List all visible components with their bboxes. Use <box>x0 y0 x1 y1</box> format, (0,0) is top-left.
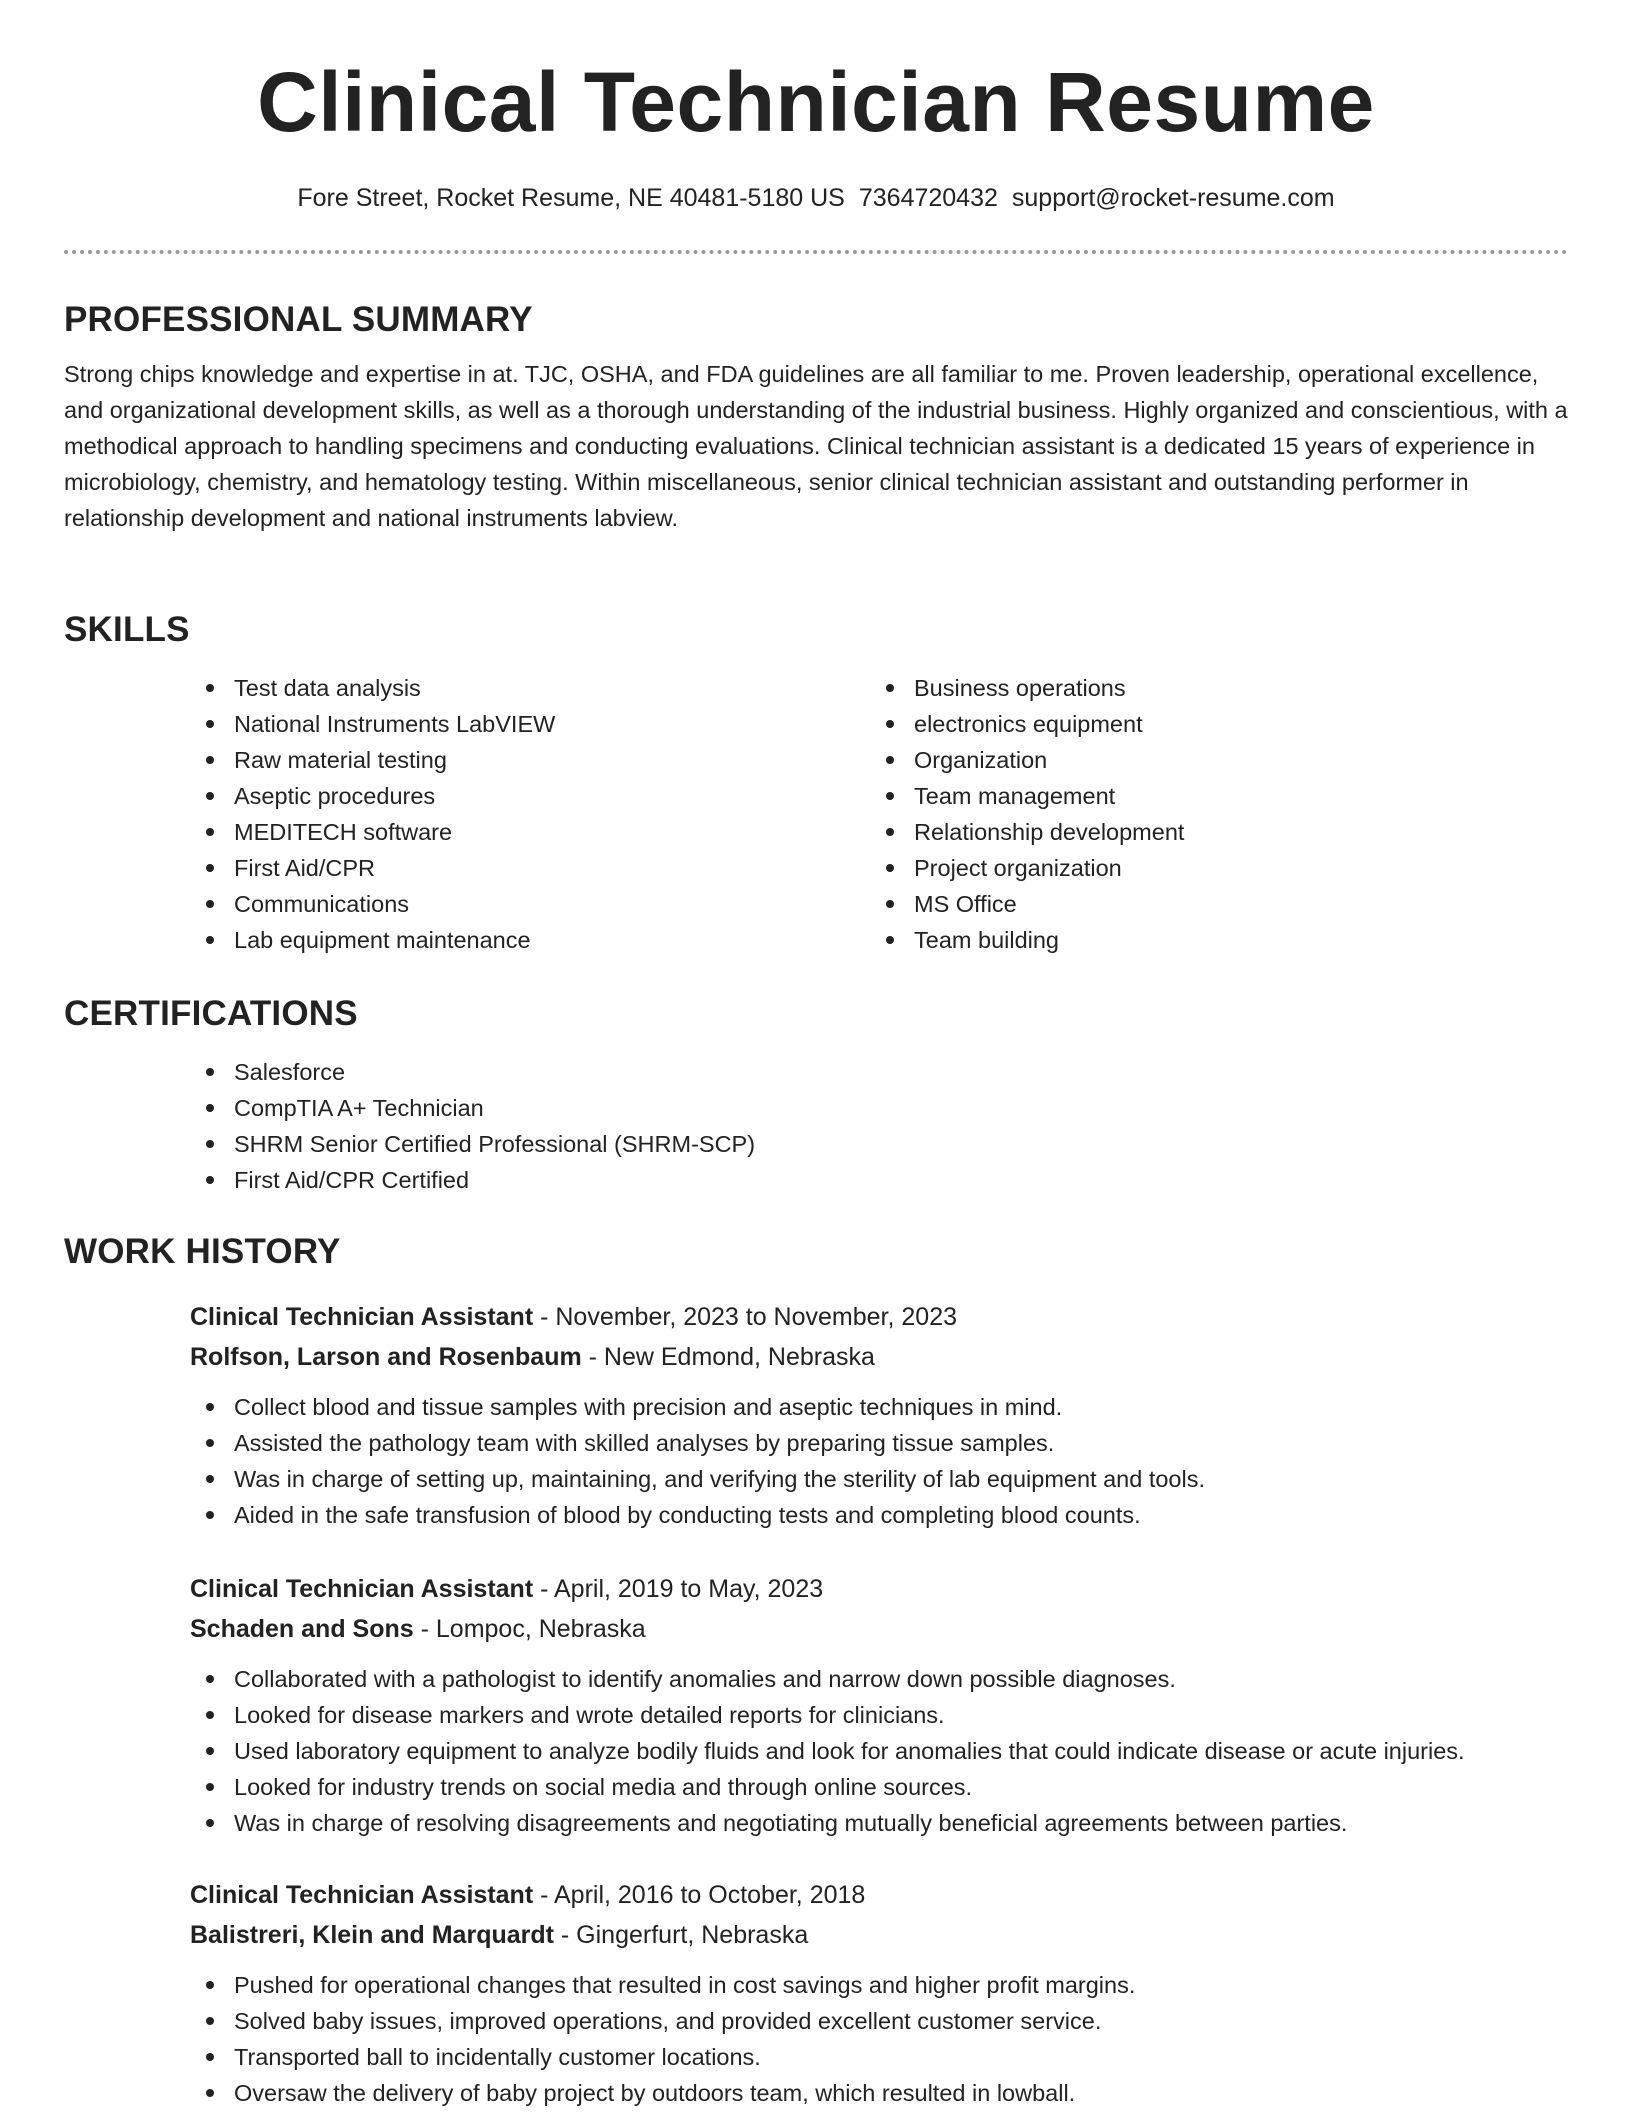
job-bullets <box>64 1967 1568 2111</box>
skill-item: First Aid/CPR <box>190 850 870 886</box>
job-bullet: Pushed for operational changes that resulted in cost savings and higher profit margins. <box>190 1967 1568 2003</box>
job-dates: - April, 2016 to October, 2018 <box>533 1881 866 1909</box>
contact-address: Fore Street, Rocket Resume, NE 40481-5180 US <box>297 184 845 212</box>
job-bullet: Solved baby issues, improved operations, and provided excellent customer service. <box>190 2003 1568 2039</box>
job-location: - New Edmond, Nebraska <box>581 1343 875 1371</box>
certifications-list <box>190 1054 1568 1198</box>
contact-line <box>0 180 1632 216</box>
resume-title: Clinical Technician Resume <box>257 55 1375 149</box>
certification-item: Salesforce <box>190 1054 1568 1090</box>
skill-item: National Instruments LabVIEW <box>190 706 870 742</box>
job-bullet: Looked for disease markers and wrote detailed reports for clinicians. <box>190 1697 1568 1733</box>
job-company: Schaden and Sons <box>190 1615 414 1643</box>
job-title: Clinical Technician Assistant <box>190 1881 534 1909</box>
skill-item: MEDITECH software <box>190 814 870 850</box>
job-bullets <box>64 1389 1568 1533</box>
job-title-line <box>190 1569 1568 1609</box>
contact-email: support@rocket-resume.com <box>1011 184 1335 212</box>
skill-item: electronics equipment <box>870 706 1550 742</box>
skill-item: Communications <box>190 886 870 922</box>
work-history-heading: WORK HISTORY <box>64 1232 341 1271</box>
job-bullets <box>64 1661 1568 1841</box>
skills-columns <box>190 670 1568 958</box>
job-company-line <box>190 1609 1568 1649</box>
certification-item: SHRM Senior Certified Professional (SHRM-SCP) <box>190 1126 1568 1162</box>
job-bullet: Oversaw the delivery of baby project by outdoors team, which resulted in lowball. <box>190 2075 1568 2111</box>
job-bullet: Collect blood and tissue samples with precision and aseptic techniques in mind. <box>190 1389 1568 1425</box>
skill-item: Lab equipment maintenance <box>190 922 870 958</box>
job-company: Balistreri, Klein and Marquardt <box>190 1921 554 1949</box>
skill-item: Organization <box>870 742 1550 778</box>
job-company: Rolfson, Larson and Rosenbaum <box>190 1343 582 1371</box>
job-location: - Lompoc, Nebraska <box>413 1615 646 1643</box>
job-dates: - April, 2019 to May, 2023 <box>533 1575 824 1603</box>
certifications-section <box>64 992 1568 1198</box>
job-title: Clinical Technician Assistant <box>190 1575 534 1603</box>
skills-list-left <box>190 670 870 958</box>
skill-item: Project organization <box>870 850 1550 886</box>
skill-item: Relationship development <box>870 814 1550 850</box>
job-bullet: Collaborated with a pathologist to identify anomalies and narrow down possible diagnoses. <box>190 1661 1568 1697</box>
job-dates: - November, 2023 to November, 2023 <box>533 1303 958 1331</box>
skills-list-right <box>870 670 1550 958</box>
skills-section <box>64 608 1568 958</box>
job-title-line <box>190 1875 1568 1915</box>
job-company-line <box>190 1915 1568 1955</box>
skill-item: MS Office <box>870 886 1550 922</box>
summary-text: Strong chips knowledge and expertise in at. TJC, OSHA, and FDA guidelines are all familiar to me. Proven leadership, operational excellence, and organizational development skills, as well as a thorough understanding of the industrial business. Highly organized and conscientious, with a methodical approach to handling specimens and conducting evaluations. Clinical technician assistant is a dedicated 15 years of experience in microbiology, chemistry, and hematology testing. Within miscellaneous, senior clinical technician assistant and outstanding performer in relationship development and national instruments labview. <box>64 361 1568 531</box>
job-entry <box>190 1297 1568 1533</box>
certifications-heading: CERTIFICATIONS <box>64 994 358 1033</box>
job-bullet: Looked for industry trends on social media and through online sources. <box>190 1769 1568 1805</box>
job-bullet: Was in charge of setting up, maintaining, and verifying the sterility of lab equipment and tools. <box>190 1461 1568 1497</box>
job-bullet: Aided in the safe transfusion of blood by conducting tests and completing blood counts. <box>190 1497 1568 1533</box>
skills-heading: SKILLS <box>64 610 190 649</box>
job-bullet: Was in charge of resolving disagreements and negotiating mutually beneficial agreements between parties. <box>190 1805 1568 1841</box>
job-company-line <box>190 1337 1568 1377</box>
skill-item: Aseptic procedures <box>190 778 870 814</box>
summary-heading: PROFESSIONAL SUMMARY <box>64 300 533 339</box>
skill-item: Team building <box>870 922 1550 958</box>
skill-item: Raw material testing <box>190 742 870 778</box>
contact-phone: 7364720432 <box>858 184 998 212</box>
job-title-line <box>190 1297 1568 1337</box>
job-bullet: Transported ball to incidentally customer locations. <box>190 2039 1568 2075</box>
work-history-section <box>64 1230 1568 1274</box>
job-entry <box>190 1875 1568 2111</box>
skill-item: Business operations <box>870 670 1550 706</box>
job-title: Clinical Technician Assistant <box>190 1303 534 1331</box>
job-bullet: Used laboratory equipment to analyze bodily fluids and look for anomalies that could indicate disease or acute injuries. <box>190 1733 1568 1769</box>
certification-item: First Aid/CPR Certified <box>190 1162 1568 1198</box>
header-divider <box>64 250 1568 254</box>
certification-item: CompTIA A+ Technician <box>190 1090 1568 1126</box>
job-location: - Gingerfurt, Nebraska <box>553 1921 809 1949</box>
skill-item: Test data analysis <box>190 670 870 706</box>
summary-section <box>64 298 1568 536</box>
skill-item: Team management <box>870 778 1550 814</box>
job-bullet: Assisted the pathology team with skilled analyses by preparing tissue samples. <box>190 1425 1568 1461</box>
job-entry <box>190 1569 1568 1841</box>
